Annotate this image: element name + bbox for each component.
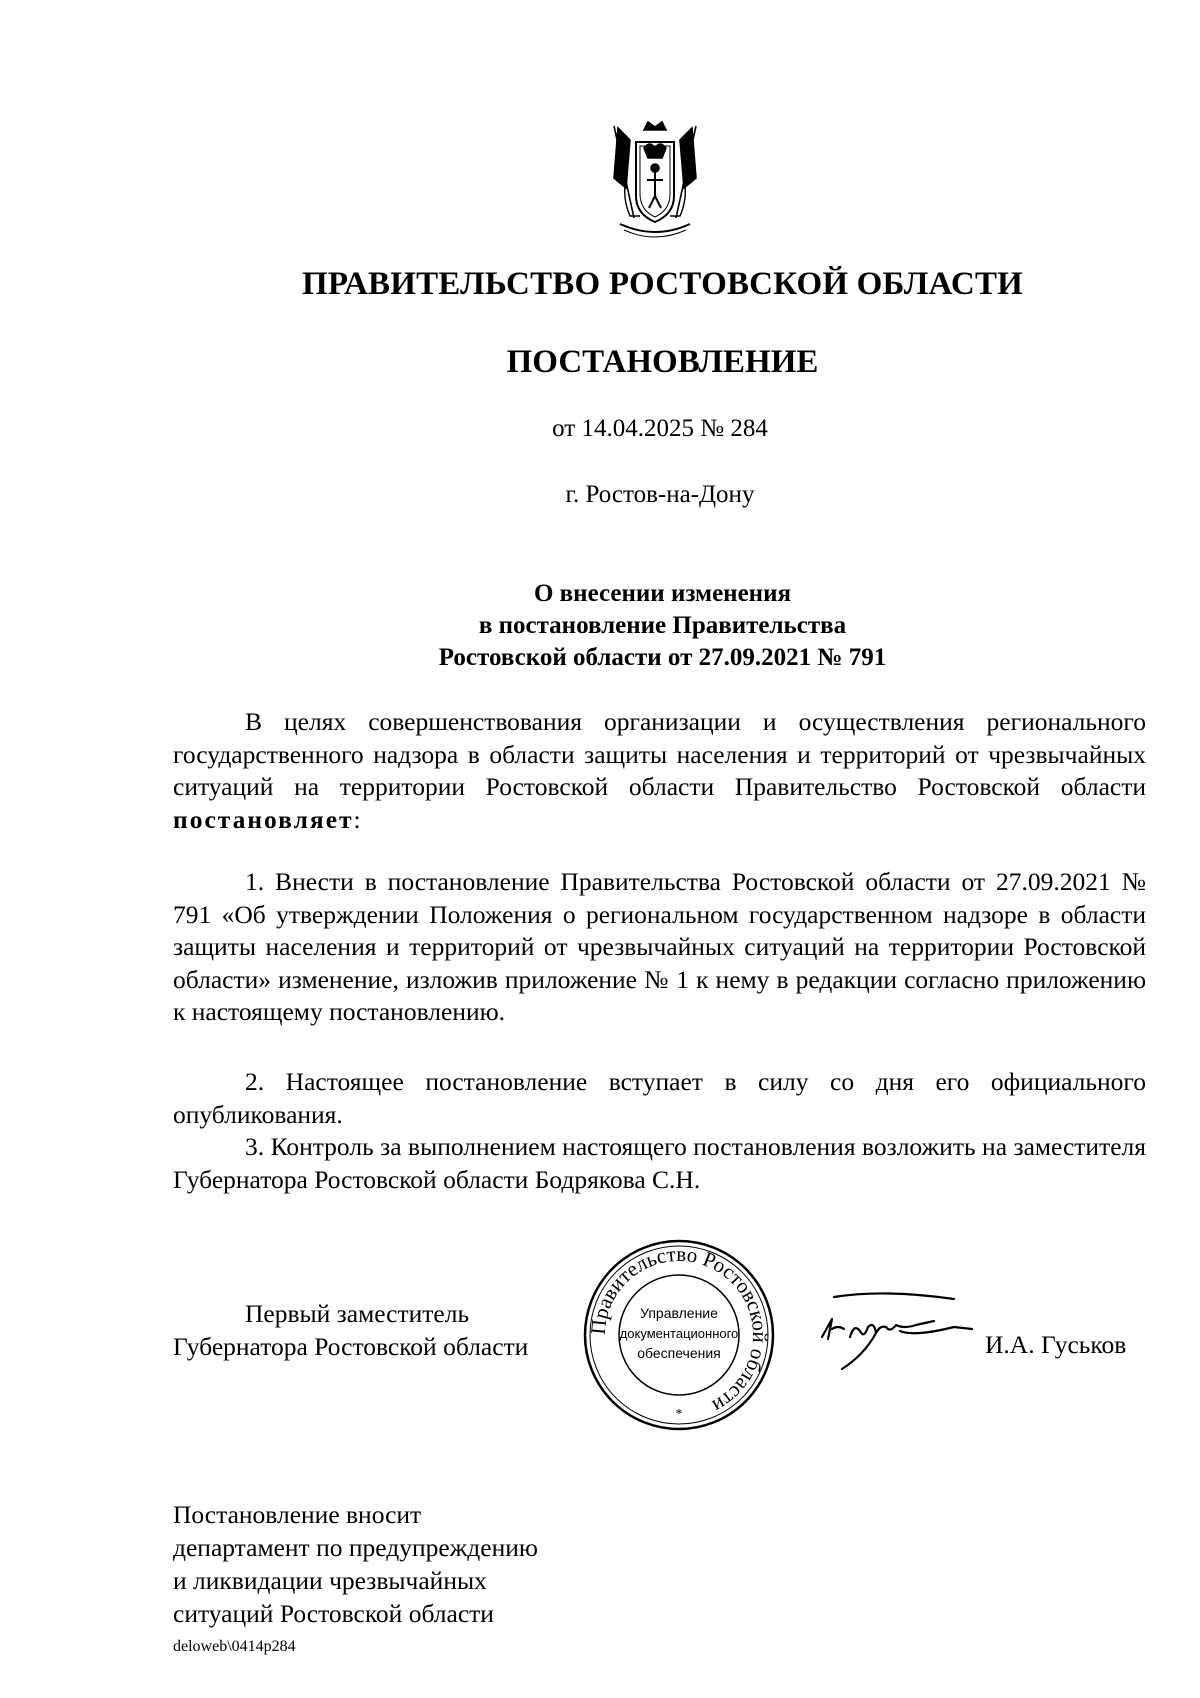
signatory-position xyxy=(173,1297,528,1363)
item-paragraph-1: 1. Внести в постановление Правительства Ростовской области от 27.09.2021 № 791 «Об утверждении Положения о региональном государственном надзоре в области защиты населения и территорий от чрезвычайных ситуаций на территории Ростовской области» изменение, изложив приложение № 1 к нему в редакции согласно приложению к настоящему постановлению. xyxy=(173,867,1146,1026)
position-line: Губернатора Ростовской области xyxy=(173,1332,529,1361)
organization-title: ПРАВИТЕЛЬСТВО РОСТОВСКОЙ ОБЛАСТИ xyxy=(301,266,1024,302)
footer-code: deloweb\0414p284 xyxy=(173,1638,296,1655)
stamp-center-line: документационного xyxy=(619,1326,739,1341)
document-number: от 14.04.2025 № 284 xyxy=(552,415,768,442)
intro-text: В целях совершенствования организации и осуществления регионального государственного надзора в области защиты населения и территорий от чрезвычайных ситуаций на территории Ростовской области Правительство Ростовской области xyxy=(173,707,1146,801)
intro-paragraph xyxy=(173,706,1146,836)
coat-of-arms-icon xyxy=(600,118,710,243)
subject-line: в постановление Правительства xyxy=(478,612,847,639)
item-paragraph-2: 2. Настоящее постановление вступает в силу со дня его официального опубликования. xyxy=(173,1067,1146,1129)
submitter-line: департамент по предупреждению xyxy=(173,1533,538,1562)
intro-end: : xyxy=(353,804,361,834)
submitter-line: Постановление вносит xyxy=(173,1500,422,1529)
official-stamp xyxy=(582,1238,776,1432)
subject-line: О внесении изменения xyxy=(533,580,792,607)
subject-line: Ростовской области от 27.09.2021 № 791 xyxy=(438,644,887,671)
stamp-ring-text: Правительство Ростовской области xyxy=(585,1241,773,1419)
signatory-name: И.А. Гуськов xyxy=(985,1330,1127,1359)
document-city: г. Ростов-на-Дону xyxy=(565,481,755,508)
document-subject xyxy=(0,578,1200,674)
stamp-star: * xyxy=(675,1407,683,1422)
item-paragraph-3: 3. Контроль за выполнением настоящего постановления возложить на заместителя Губернатора Ростовской области Бодрякова С.Н. xyxy=(173,1132,1146,1194)
stamp-center-line: Управление xyxy=(640,1305,718,1321)
position-line: Первый заместитель xyxy=(245,1299,470,1328)
submitter-line: и ликвидации чрезвычайных xyxy=(173,1566,487,1595)
document-type: ПОСТАНОВЛЕНИЕ xyxy=(506,344,819,380)
submitter-line: ситуаций Ростовской области xyxy=(173,1599,494,1628)
intro-emphasis: постановляет xyxy=(173,804,354,834)
handwritten-signature xyxy=(804,1285,974,1380)
submitter-note xyxy=(173,1498,538,1630)
stamp-center-line: обеспечения xyxy=(637,1345,721,1361)
